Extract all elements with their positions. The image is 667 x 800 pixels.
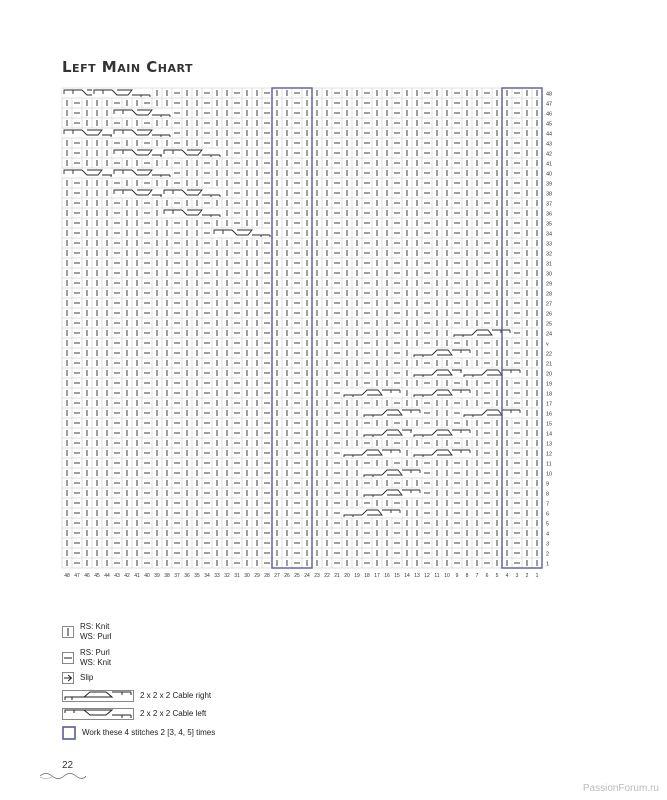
cable-right-mark [342, 509, 402, 518]
row-label: 34 [546, 231, 553, 238]
row-label: 37 [546, 201, 553, 208]
cable-left-mark [92, 89, 152, 98]
column-label: 17 [374, 573, 380, 579]
cable-left-mark [162, 149, 222, 158]
cable-left-icon [62, 708, 134, 720]
column-label: 47 [74, 573, 80, 579]
legend-item-knit [62, 622, 112, 642]
row-label: 41 [546, 161, 553, 168]
purl-symbol-icon [62, 652, 74, 664]
legend-knit-line2: WS: Purl [80, 632, 112, 641]
row-label: 32 [546, 251, 553, 258]
legend-item-purl [62, 648, 111, 668]
column-label: 4 [505, 573, 509, 579]
cable-right-mark [362, 409, 422, 418]
column-label: 3 [515, 573, 519, 579]
column-label: 21 [334, 573, 340, 579]
column-label: 26 [284, 573, 290, 579]
row-label: 13 [546, 441, 553, 448]
page-number: 22 [62, 760, 74, 771]
cable-right-mark [412, 449, 472, 458]
cable-right-icon [62, 690, 134, 702]
row-label: 47 [546, 101, 553, 108]
row-label: 46 [546, 111, 553, 118]
row-label: 45 [546, 121, 553, 128]
watermark: PassionForum.ru [582, 783, 659, 794]
legend-purl-line2: WS: Knit [80, 658, 112, 667]
row-label: 12 [546, 451, 553, 458]
column-label: 13 [414, 573, 420, 579]
column-label: 43 [114, 573, 120, 579]
row-label: 36 [546, 211, 553, 218]
cable-right-mark [362, 489, 422, 498]
row-label: 35 [546, 221, 553, 228]
column-label: 40 [144, 573, 150, 579]
column-label: 10 [444, 573, 450, 579]
column-label: 8 [465, 573, 469, 579]
row-label: 20 [546, 371, 553, 378]
column-label: 14 [404, 573, 410, 579]
legend-cable-right-label: 2 x 2 x 2 Cable right [140, 691, 212, 700]
column-label: 12 [424, 573, 430, 579]
legend-slip-label: Slip [80, 673, 94, 682]
column-label: 29 [254, 573, 260, 579]
cable-left-mark [112, 109, 172, 118]
cable-right-mark [342, 449, 402, 458]
row-label: 6 [546, 511, 550, 518]
row-label: 11 [546, 461, 552, 468]
row-label: 26 [546, 311, 553, 318]
legend-purl-line1: RS: Purl [80, 648, 110, 657]
cable-right-mark [412, 349, 472, 358]
row-label: 27 [546, 301, 553, 308]
row-label: v [546, 341, 549, 348]
cable-left-mark [162, 189, 222, 198]
cable-left-mark [162, 209, 222, 218]
column-label: 34 [204, 573, 210, 579]
column-label: 2 [525, 573, 529, 579]
column-label: 1 [535, 573, 539, 579]
repeat-box-icon [62, 726, 76, 740]
column-label: 20 [344, 573, 350, 579]
column-label: 37 [174, 573, 180, 579]
column-label: 33 [214, 573, 220, 579]
row-label: 22 [546, 351, 553, 358]
column-label: 23 [314, 573, 320, 579]
row-label: 44 [546, 131, 553, 138]
column-label: 11 [434, 573, 440, 579]
column-label: 45 [94, 573, 100, 579]
cable-right-mark [462, 369, 522, 378]
column-label: 46 [84, 573, 90, 579]
row-label: 28 [546, 291, 553, 298]
column-label: 18 [364, 573, 370, 579]
row-label: 30 [546, 271, 553, 278]
cable-left-mark [212, 229, 272, 238]
row-label: 24 [546, 331, 553, 338]
row-label: 19 [546, 381, 553, 388]
slip-arrow-icon [62, 672, 74, 684]
row-label: 4 [546, 531, 550, 538]
cable-right-mark [452, 329, 512, 338]
legend-item-cable-left [62, 708, 206, 720]
cable-right-mark [412, 429, 472, 438]
legend-item-repeat [62, 726, 215, 740]
column-label: 31 [234, 573, 240, 579]
row-label: 25 [546, 321, 553, 328]
column-label: 48 [64, 573, 70, 579]
column-label: 22 [324, 573, 330, 579]
legend-cable-left-label: 2 x 2 x 2 Cable left [140, 709, 207, 718]
row-label: 33 [546, 241, 553, 248]
row-label: 1 [546, 561, 550, 568]
column-label: 32 [224, 573, 230, 579]
row-label: 9 [546, 481, 550, 488]
column-label: 28 [264, 573, 270, 579]
row-label: 10 [546, 471, 553, 478]
row-label: 8 [546, 491, 550, 498]
knitting-chart [56, 84, 566, 584]
column-label: 42 [124, 573, 130, 579]
column-label: 25 [294, 573, 300, 579]
cable-left-mark [112, 129, 172, 138]
page-ornament-icon [38, 770, 88, 780]
column-label: 30 [244, 573, 250, 579]
column-label: 5 [495, 573, 499, 579]
column-label: 39 [154, 573, 160, 579]
row-label: 17 [546, 401, 553, 408]
row-label: 42 [546, 151, 553, 158]
chart-grid [62, 88, 542, 568]
row-label: 40 [546, 171, 553, 178]
column-label: 16 [384, 573, 390, 579]
row-label: 21 [546, 361, 553, 368]
legend-item-slip [62, 672, 93, 684]
cable-right-mark [342, 389, 402, 398]
row-label: 2 [546, 551, 550, 558]
row-label: 48 [546, 91, 553, 98]
row-label: 29 [546, 281, 553, 288]
row-label: 18 [546, 391, 553, 398]
row-label: 39 [546, 181, 553, 188]
row-label: 3 [546, 541, 550, 548]
column-label: 41 [134, 573, 140, 579]
column-label: 7 [475, 573, 479, 579]
column-label: 19 [354, 573, 360, 579]
row-label: 38 [546, 191, 553, 198]
column-label: 9 [455, 573, 459, 579]
row-label: 31 [546, 261, 553, 268]
column-label: 44 [104, 573, 110, 579]
knit-symbol-icon [62, 626, 74, 638]
column-label: 24 [304, 573, 310, 579]
row-label: 7 [546, 501, 550, 508]
cable-right-mark [412, 389, 472, 398]
cable-right-mark [462, 409, 522, 418]
legend-item-cable-right [62, 690, 211, 702]
row-label: 15 [546, 421, 553, 428]
row-label: 14 [546, 431, 553, 438]
column-label: 36 [184, 573, 190, 579]
cable-left-mark [112, 169, 172, 178]
legend-knit-line1: RS: Knit [80, 622, 110, 631]
row-label: 43 [546, 141, 553, 148]
cable-right-mark [362, 469, 422, 478]
column-label: 27 [274, 573, 280, 579]
chart-title: Left Main Chart [62, 58, 193, 76]
column-label: 15 [394, 573, 400, 579]
column-label: 38 [164, 573, 170, 579]
column-label: 6 [485, 573, 489, 579]
row-label: 5 [546, 521, 550, 528]
column-label: 35 [194, 573, 200, 579]
row-label: 16 [546, 411, 553, 418]
legend-repeat-label: Work these 4 stitches 2 [3, 4, 5] times [82, 728, 216, 737]
